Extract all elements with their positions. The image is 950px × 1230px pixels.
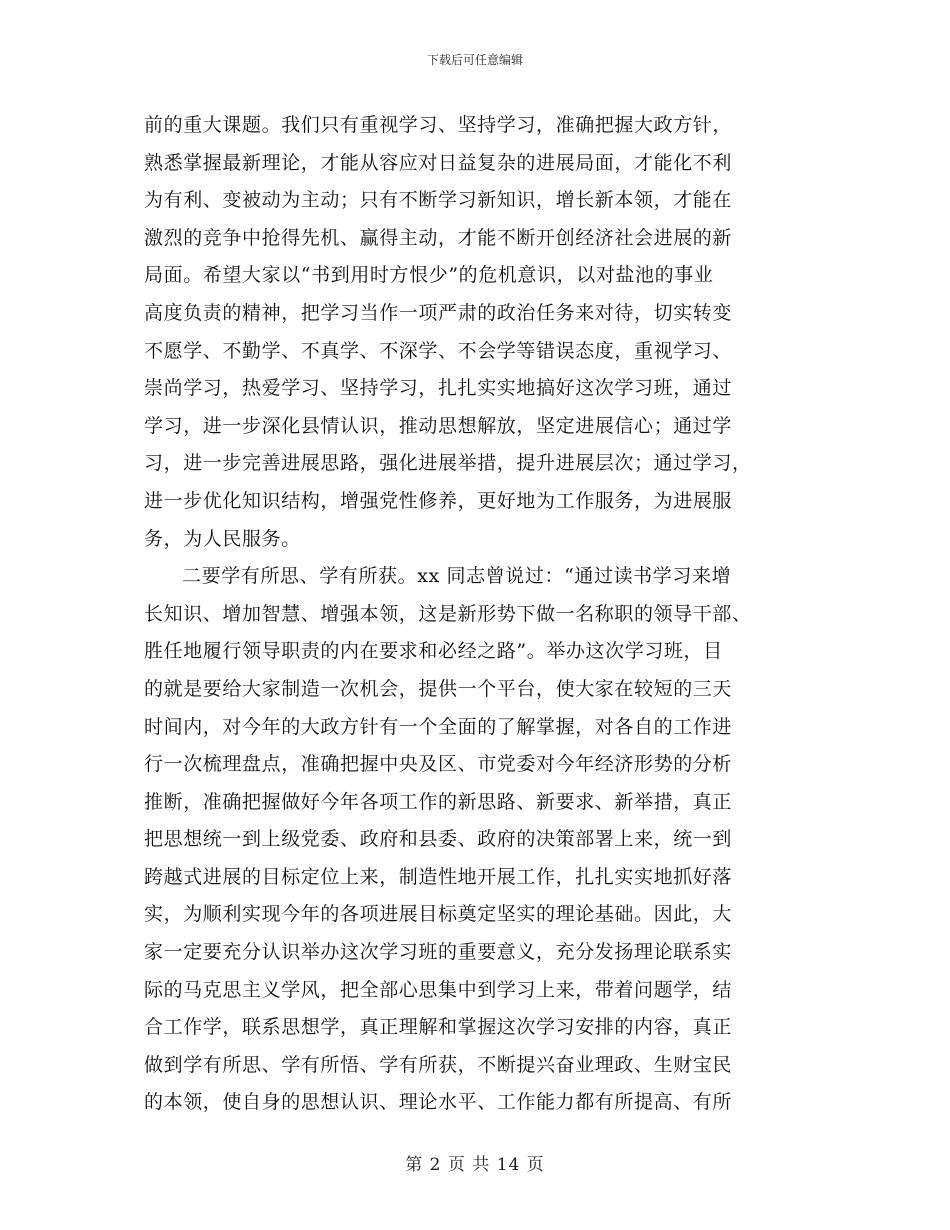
text-line: 进一步优化知识结构，增强党性修养，更好地为工作服务，为进展服 <box>144 489 733 512</box>
text-line: 跨越式进展的目标定位上来，制造性地开展工作，扎扎实实地抓好落 <box>144 865 733 888</box>
text-line: 合工作学，联系思想学，真正理解和掌握这次学习安排的内容，真正 <box>144 1016 733 1039</box>
text-line: 不愿学、不勤学、不真学、不深学、不会学等错误态度，重视学习、 <box>144 339 733 362</box>
text-line: 高度负责的精神，把学习当作一项严肃的政治任务来对待，切实转变 <box>144 301 733 324</box>
page-header: 下载后可任意编辑 <box>426 53 523 67</box>
text-line: 长知识、增加智慧、增强本领，这是新形势下做一名称职的领导干部、 <box>144 602 752 625</box>
text-line: 熟悉掌握最新理论，才能从容应对日益复杂的进展局面，才能化不利 <box>144 151 733 174</box>
text-line: 二要学有所思、学有所获。xx 同志曾说过：“通过读书学习来增 <box>182 565 732 588</box>
page-number-footer: 第 2 页 共 14 页 <box>405 1155 545 1175</box>
text-line: 家一定要充分认识举办这次学习班的重要意义，充分发扬理论联系实 <box>144 941 733 964</box>
document-body <box>144 107 809 1122</box>
text-line: 时间内，对今年的大政方针有一个全面的了解掌握，对各自的工作进 <box>144 715 733 738</box>
text-line: 激烈的竞争中抢得先机、赢得主动，才能不断开创经济社会进展的新 <box>144 226 733 249</box>
text-line: 的本领，使自身的思想认识、理论水平、工作能力都有所提高、有所 <box>144 1091 733 1114</box>
text-line: 推断，准确把握做好今年各项工作的新思路、新要求、新举措，真正 <box>144 790 733 813</box>
text-line: 做到学有所思、学有所悟、学有所获，不断提兴奋业理政、生财宝民 <box>144 1053 733 1076</box>
text-line: 胜任地履行领导职责的内在要求和必经之路”。举办这次学习班，目 <box>144 640 723 663</box>
text-line: 实，为顺利实现今年的各项进展目标奠定坚实的理论基础。因此，大 <box>144 903 733 926</box>
text-line: 局面。希望大家以“书到用时方恨少”的危机意识，以对盐池的事业 <box>144 264 714 287</box>
paragraph-1 <box>144 107 809 558</box>
text-line: 行一次梳理盘点，准确把握中央及区、市党委对今年经济形势的分析 <box>144 753 733 776</box>
text-line: 习，进一步完善进展思路，强化进展举措，提升进展层次；通过学习， <box>144 452 752 475</box>
text-line: 前的重大课题。我们只有重视学习、坚持学习，准确把握大政方针， <box>144 114 733 136</box>
text-line: 务，为人民服务。 <box>144 527 301 550</box>
text-line: 把思想统一到上级党委、政府和县委、政府的决策部署上来，统一到 <box>144 828 733 851</box>
text-line: 际的马克思主义学风，把全部心思集中到学习上来，带着问题学，结 <box>144 978 733 1001</box>
text-line: 为有利、变被动为主动；只有不断学习新知识，增长新本领，才能在 <box>144 189 733 212</box>
text-line: 学习，进一步深化县情认识，推动思想解放，坚定进展信心；通过学 <box>144 414 733 437</box>
paragraph-2 <box>144 558 809 1122</box>
text-line: 的就是要给大家制造一次机会，提供一个平台，使大家在较短的三天 <box>144 677 733 700</box>
text-line: 崇尚学习，热爱学习、坚持学习，扎扎实实地搞好这次学习班，通过 <box>144 377 733 400</box>
